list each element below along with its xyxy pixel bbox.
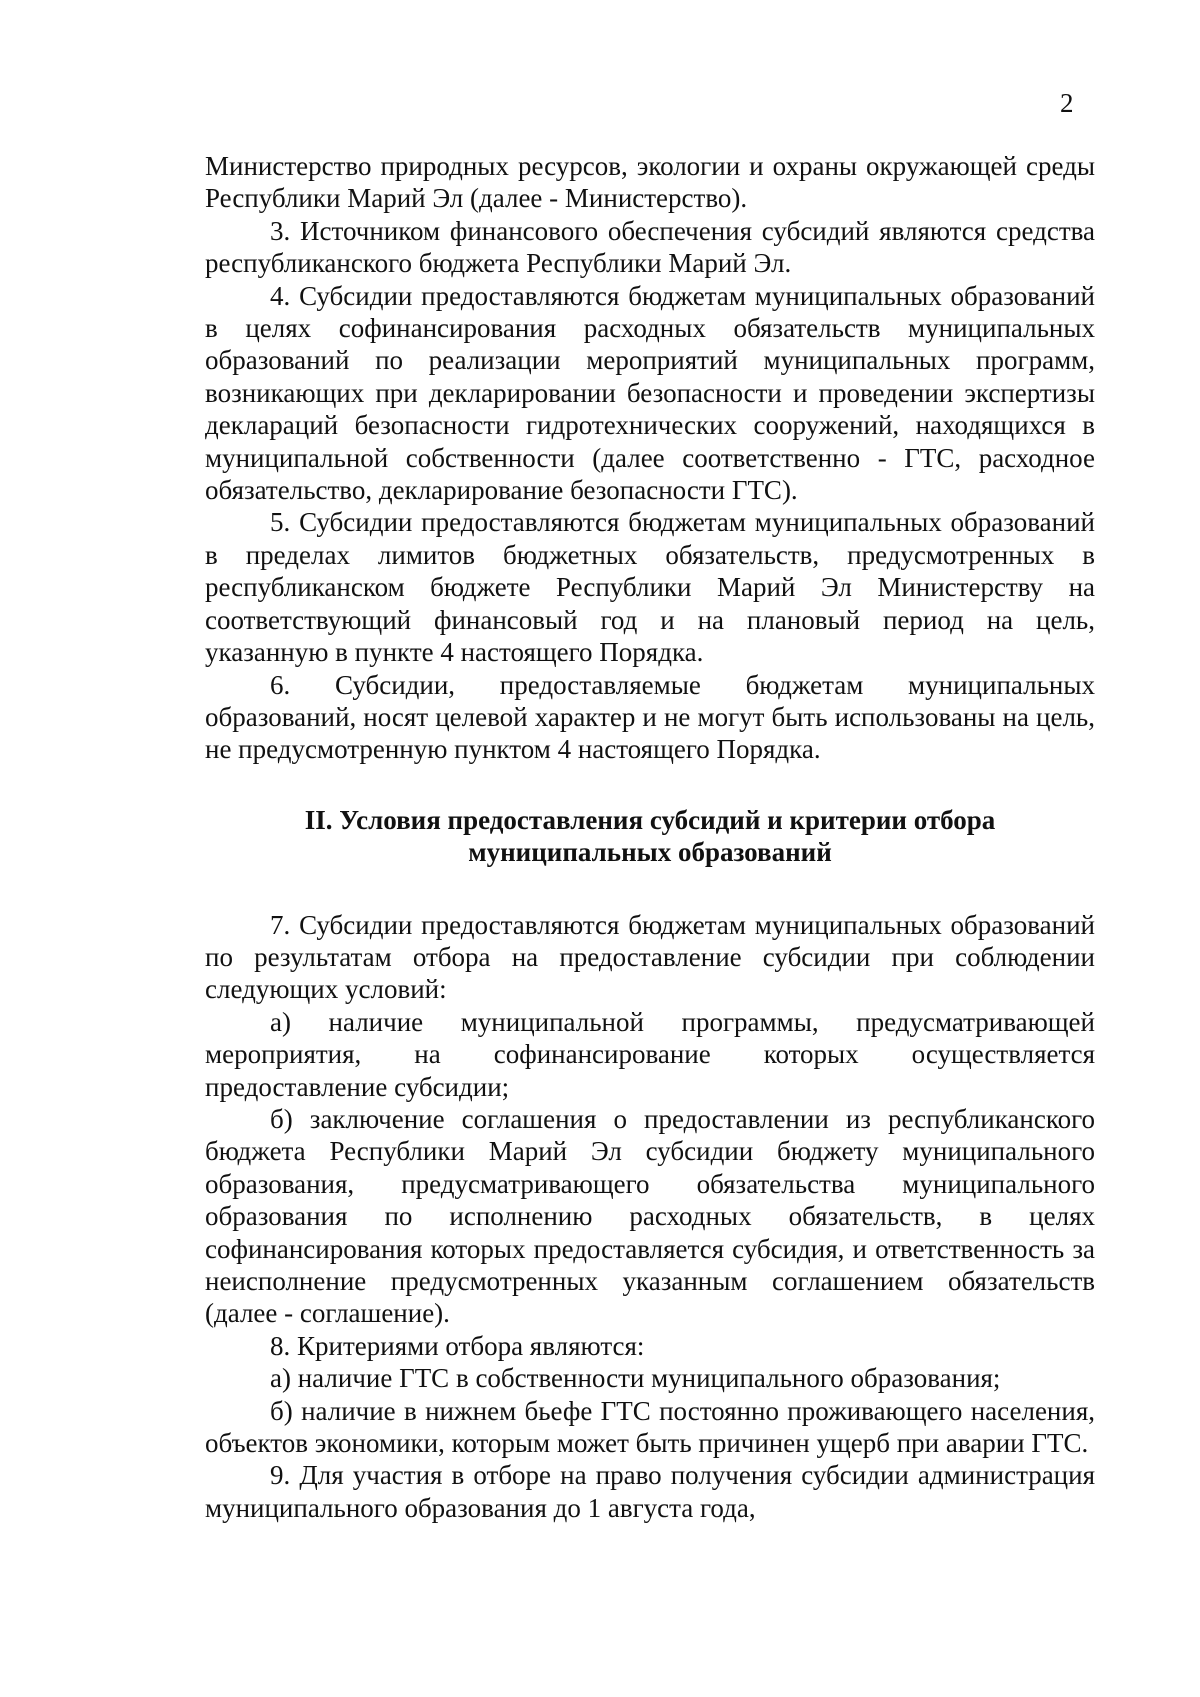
- paragraph-3: 3. Источником финансового обеспечения субсидий являются средства республиканского бюджета Республики Марий Эл.: [205, 215, 1095, 279]
- section-heading-line-2: муниципальных образований: [468, 837, 832, 868]
- paragraph-8b: б) наличие в нижнем бьефе ГТС постоянно проживающего населения, объектов экономики, которым может быть причинен ущерб при аварии ГТС.: [205, 1395, 1095, 1459]
- document-body: [205, 150, 1095, 1524]
- paragraph-8a: а) наличие ГТС в собственности муниципального образования;: [270, 1363, 1001, 1394]
- paragraph-7: 7. Субсидии предоставляются бюджетам муниципальных образований по результатам отбора на предоставление субсидии при соблюдении следующих условий:: [205, 909, 1095, 1005]
- section-heading: [205, 804, 1095, 869]
- page-number: 2: [1060, 88, 1074, 118]
- paragraph-5: 5. Субсидии предоставляются бюджетам муниципальных образований в пределах лимитов бюджетных обязательств, предусмотренных в республиканском бюджете Республики Марий Эл Министерству на соответствующий финансовый год и на плановый период на цель, указанную в пункте 4 настоящего Порядка.: [205, 507, 1095, 668]
- paragraph-ministry-continuation: Министерство природных ресурсов, экологии и охраны окружающей среды Республики Марий Эл (далее - Министерство).: [205, 151, 1095, 214]
- paragraph-7b: б) заключение соглашения о предоставлении из республиканского бюджета Республики Марий Эл субсидии бюджету муниципального образования, предусматривающего обязательства муниципального образования по исполнению расходных обязательств, в целях софинансирования которых предоставляется субсидия, и ответственность за неисполнение предусмотренных указанным соглашением обязательств (далее - соглашение).: [205, 1103, 1095, 1329]
- paragraph-4: 4. Субсидии предоставляются бюджетам муниципальных образований в целях софинансирования расходных обязательств муниципальных образований по реализации мероприятий муниципальных программ, возникающих при декларировании безопасности и проведении экспертизы деклараций безопасности гидротехнических сооружений, находящихся в муниципальной собственности (далее соответственно - ГТС, расходное обязательство, декларирование безопасности ГТС).: [205, 280, 1095, 506]
- section-heading-line-1: II. Условия предоставления субсидий и критерии отбора: [304, 804, 996, 835]
- paragraph-9: 9. Для участия в отборе на право получения субсидии администрация муниципального образования до 1 августа года,: [205, 1460, 1095, 1523]
- paragraph-7a: а) наличие муниципальной программы, предусматривающей мероприятия, на софинансирование которых осуществляется предоставление субсидии;: [205, 1006, 1095, 1102]
- paragraph-8: 8. Критериями отбора являются:: [270, 1330, 645, 1361]
- paragraph-6: 6. Субсидии, предоставляемые бюджетам муниципальных образований, носят целевой характер и не могут быть использованы на цель, не предусмотренную пунктом 4 настоящего Порядка.: [205, 669, 1095, 765]
